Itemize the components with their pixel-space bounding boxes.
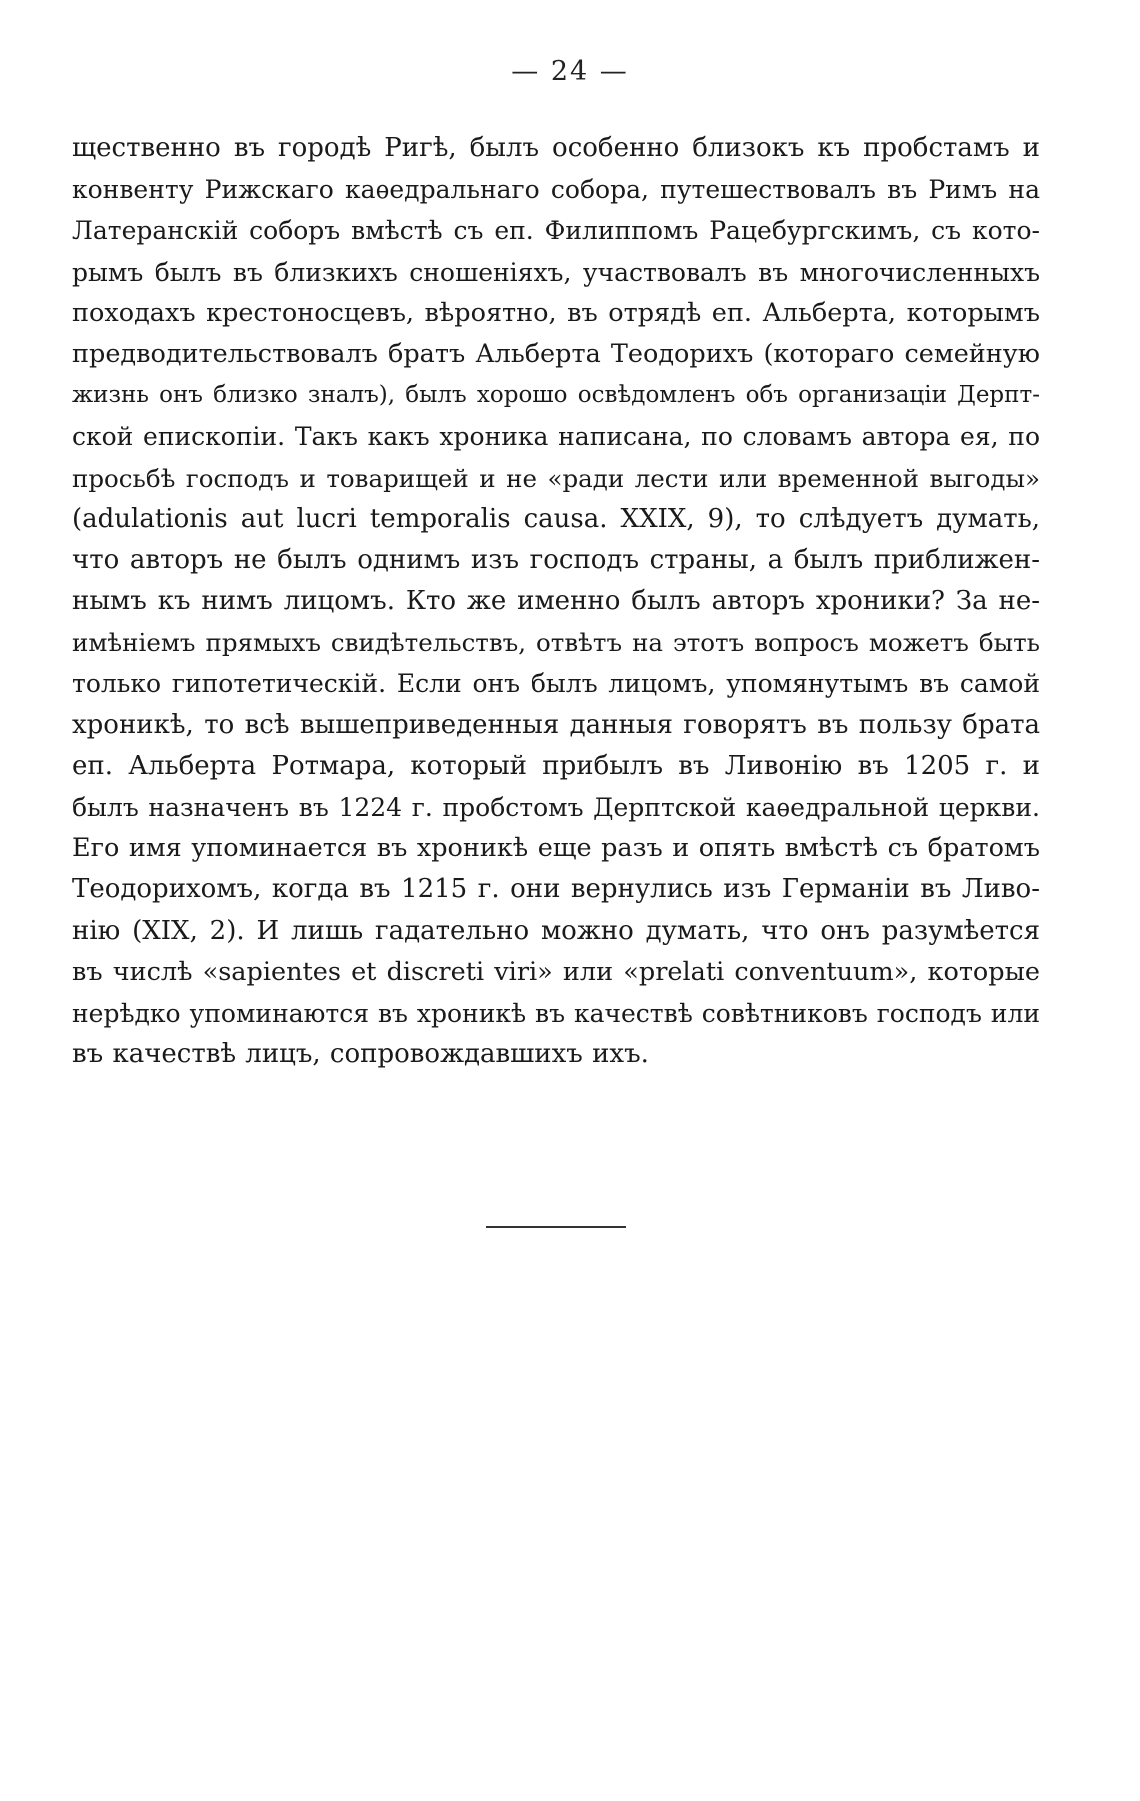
page-number: — 24 — (511, 56, 629, 87)
text-line: щественно въ городѣ Ригѣ, былъ особенно близокъ къ пробстамъ и (72, 133, 1040, 163)
text-line: въ качествѣ лицъ, сопровождавшихъ ихъ. (72, 1039, 649, 1070)
text-line: только гипотетическій. Если онъ былъ лицомъ, упомянутымъ въ самой (72, 669, 1040, 699)
text-line: предводительствовалъ братъ Альберта Теодорихъ (котораго семейную (72, 338, 1040, 369)
text-line: (adulationis aut lucri temporalis causa. XXIX, 9), то слѣдуетъ думать, (72, 503, 1040, 534)
text-line: Теодорихомъ, когда въ 1215 г. они вернулись изъ Германіи въ Ливо- (72, 874, 1040, 905)
text-line: Латеранскій соборъ вмѣстѣ съ еп. Филиппомъ Рацебургскимъ, съ кото- (72, 216, 1040, 246)
text-line: былъ назначенъ въ 1224 г. пробстомъ Дерптской каѳедральной церкви. (72, 793, 1040, 822)
text-line: нію (XIX, 2). И лишь гадательно можно думать, что онъ разумѣется (72, 915, 1040, 946)
text-line: просьбѣ господъ и товарищей и не «ради лести или временной выгоды» (72, 463, 1040, 493)
body-text (72, 128, 1040, 1075)
text-line: рымъ былъ въ близкихъ сношеніяхъ, участвовалъ въ многочисленныхъ (72, 257, 1040, 287)
text-line: нерѣдко упоминаются въ хроникѣ въ качествѣ совѣтниковъ господъ или (72, 998, 1041, 1028)
text-line: походахъ крестоносцевъ, вѣроятно, въ отрядѣ еп. Альберта, которымъ (72, 297, 1040, 328)
text-line: ской епископіи. Такъ какъ хроника написана, по словамъ автора ея, по (72, 422, 1040, 452)
text-line: что авторъ не былъ однимъ изъ господъ страны, а былъ приближен- (72, 544, 1040, 575)
text-line: въ числѣ «sapientes et discreti viri» или «prelati conventuum», которые (72, 956, 1040, 987)
text-line: нымъ къ нимъ лицомъ. Кто же именно былъ авторъ хроники? За не- (72, 586, 1040, 617)
text-line: жизнь онъ близко зналъ), былъ хорошо освѣдомленъ объ организаціи Дерпт- (72, 382, 1040, 409)
text-line: конвенту Рижскаго каѳедральнаго собора, путешествовалъ въ Римъ на (72, 175, 1040, 205)
text-line: хроникѣ, то всѣ вышеприведенныя данныя говорятъ въ пользу брата (72, 709, 1040, 740)
text-line: Его имя упоминается въ хроникѣ еще разъ и опять вмѣстѣ съ братомъ (72, 833, 1040, 864)
text-line: еп. Альберта Ротмара, который прибылъ въ Ливонію въ 1205 г. и (72, 750, 1040, 781)
end-rule-divider (486, 1226, 626, 1228)
text-line: имѣніемъ прямыхъ свидѣтельствъ, отвѣтъ на этотъ вопросъ можетъ быть (72, 628, 1040, 658)
